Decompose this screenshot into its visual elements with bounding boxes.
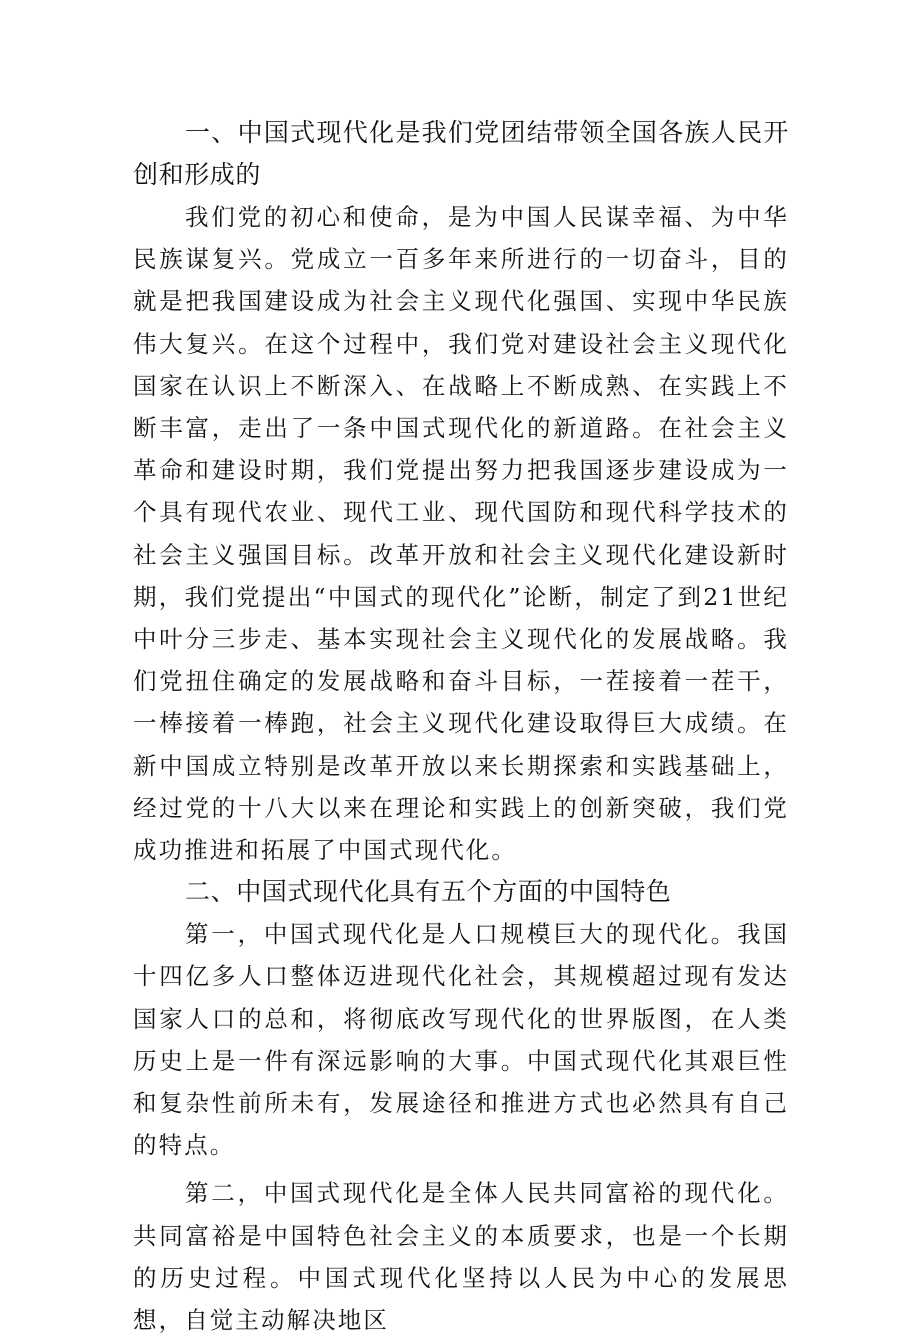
section-2-paragraph-1: 第一，中国式现代化是人口规模巨大的现代化。我国十四亿多人口整体迈进现代化社会，其规模超过现有发达国家人口的总和，将彻底改写现代化的世界版图，在人类历史上是一件有深远影响的大事。中国式现代化其艰巨性和复杂性前所未有，发展途径和推进方式也必然具有自己的特点。 [133,920,789,1160]
section-1-paragraph: 我们党的初心和使命，是为中国人民谋幸福、为中华民族谋复兴。党成立一百多年来所进行的一切奋斗，目的就是把我国建设成为社会主义现代化强国、实现中华民族伟大复兴。在这个过程中，我们党对建设社会主义现代化国家在认识上不断深入、在战略上不断成熟、在实践上不断丰富，走出了一条中国式现代化的新道路。在社会主义革命和建设时期，我们党提出努力把我国逐步建设成为一个具有现代农业、现代工业、现代国防和现代科学技术的社会主义强国目标。改革开放和社会主义现代化建设新时期，我们党提出“中国式的现代化”论断，制定了到21世纪中叶分三步走、基本实现社会主义现代化的发展战略。我们党扭住确定的发展战略和奋斗目标，一茬接着一茬干，一棒接着一棒跑，社会主义现代化建设取得巨大成绩。在新中国成立特别是改革开放以来长期探索和实践基础上，经过党的十八大以来在理论和实践上的创新突破，我们党成功推进和拓展了中国式现代化。 [133,203,789,865]
section-2-heading: 二、中国式现代化具有五个方面的中国特色 [185,877,672,907]
section-2-paragraph-2: 第二，中国式现代化是全体人民共同富裕的现代化。共同富裕是中国特色社会主义的本质要求，也是一个长期的历史过程。中国式现代化坚持以人民为中心的发展思想，自觉主动解决地区 [133,1179,789,1335]
section-1-heading: 一、中国式现代化是我们党团结带领全国各族人民开创和形成的 [133,118,789,189]
document-body [133,112,789,1341]
